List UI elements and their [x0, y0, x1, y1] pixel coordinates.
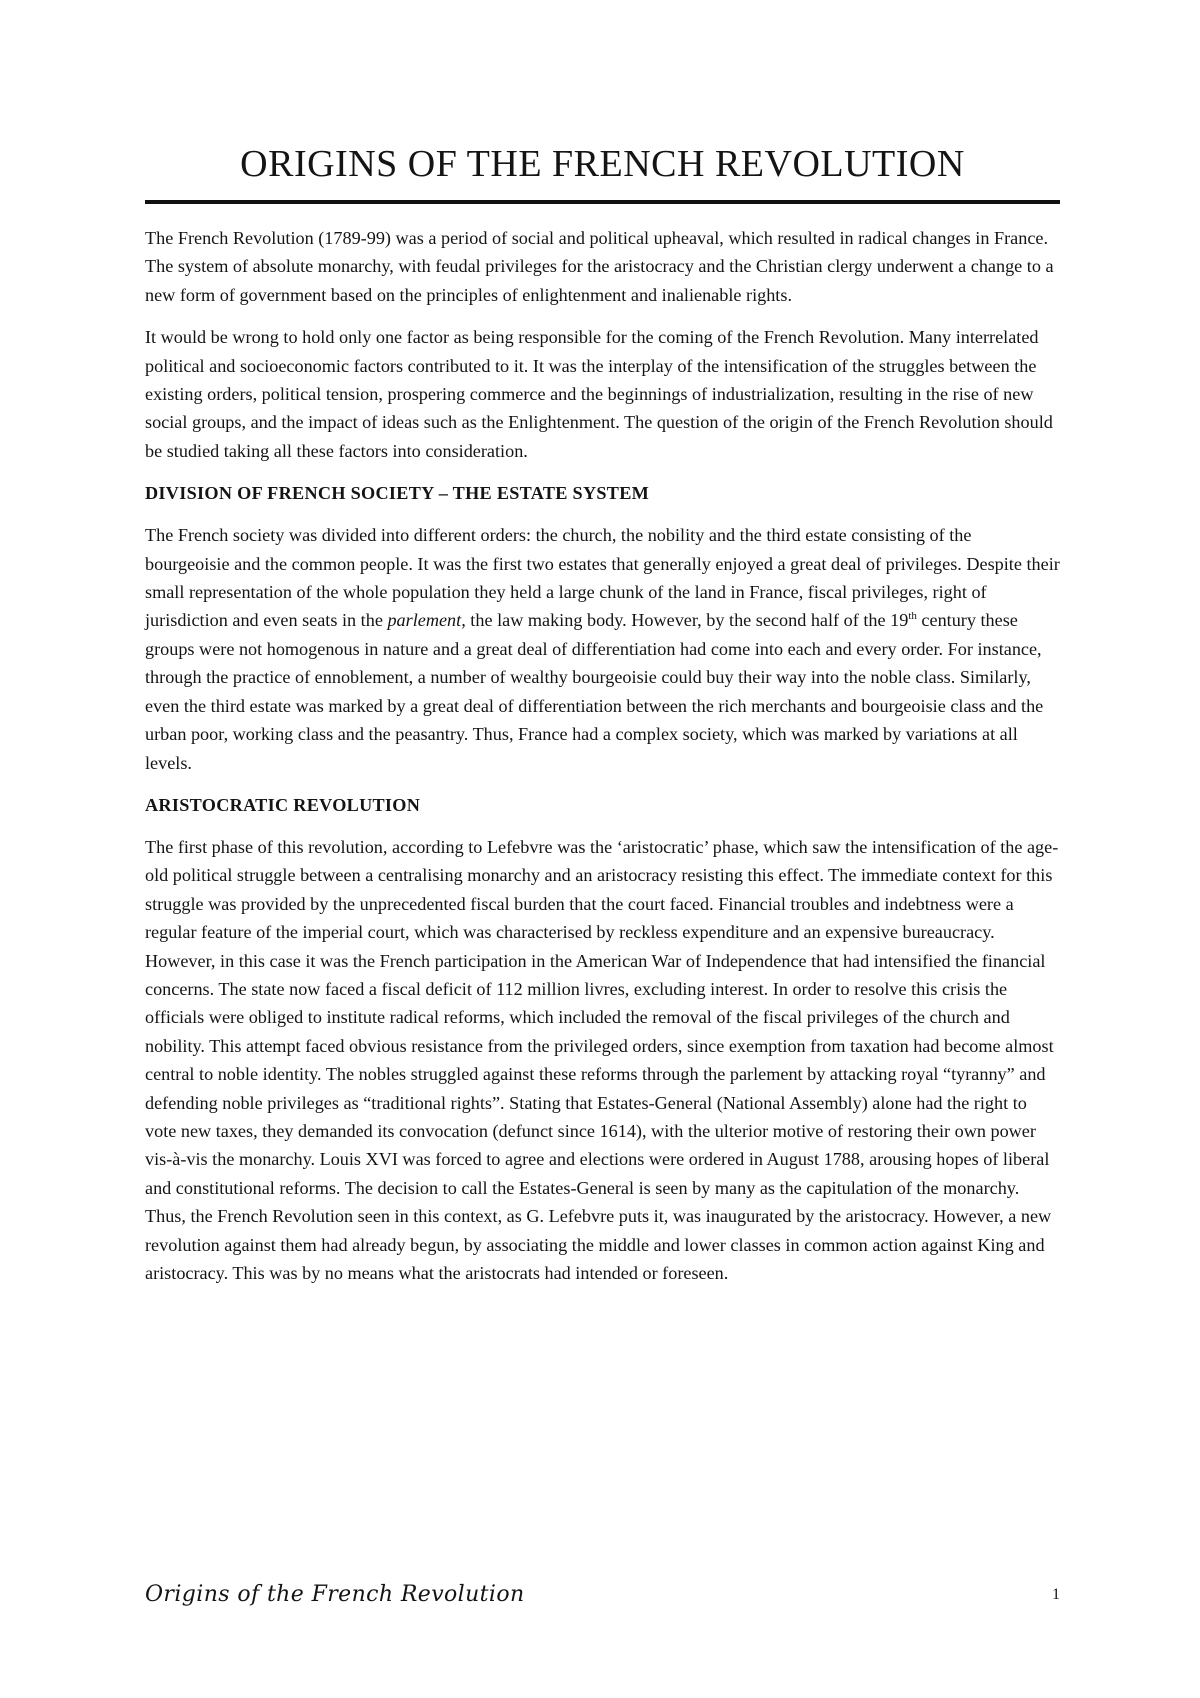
page-title: ORIGINS OF THE FRENCH REVOLUTION — [240, 143, 965, 185]
page-footer — [145, 1582, 1060, 1612]
parlement-term: parlement, — [387, 610, 466, 631]
page-content — [145, 140, 1060, 1301]
estate-text-part-3: century these groups were not homogenous in nature and a great deal of differentiation had come into each and every order. For instance, through the practice of ennoblement, a number of wealthy bourgeoisie could buy their way into the noble class. Similarly, even the third estate was marked by a great deal of differentiation between the rich merchants and bourgeoisie class and the urban poor, working class and the peasantry. Thus, France had a complex society, which was marked by variations at all levels. — [145, 610, 1044, 773]
page-number: 1 — [1052, 1586, 1060, 1603]
intro-paragraph-1: The French Revolution (1789-99) was a period of social and political upheaval, which resulted in radical changes in France. The system of absolute monarchy, with feudal privileges for the aristocracy and the Christian clergy underwent a change to a new form of government based on the principles of enlightenment and inalienable rights. — [145, 228, 1054, 305]
intro-paragraph-2: It would be wrong to hold only one factor as being responsible for the coming of the French Revolution. Many interrelated political and socioeconomic factors contributed to it. It was the interplay of the intensification of the struggles between the existing orders, political tension, prospering commerce and the beginnings of industrialization, resulting in the rise of new social groups, and the impact of ideas such as the Enlightenment. The question of the origin of the French Revolution should be studied taking all these factors into consideration. — [145, 327, 1053, 461]
title-divider — [145, 200, 1060, 204]
estate-system-paragraph — [145, 521, 1060, 777]
footer-title: Origins of the French Revolution — [145, 1582, 525, 1607]
section-heading-estate-system: DIVISION OF FRENCH SOCIETY – THE ESTATE SYSTEM — [145, 483, 650, 504]
ordinal-superscript: th — [908, 610, 917, 623]
aristocratic-revolution-paragraph: The first phase of this revolution, according to Lefebvre was the ‘aristocratic’ phase, which saw the intensification of the age-old political struggle between a centralising monarchy and an aristocracy resisting this effect. The immediate context for this struggle was provided by the unprecedented fiscal burden that the court faced. Financial troubles and indebtness were a regular feature of the imperial court, which was characterised by reckless expenditure and an expensive bureaucracy. However, in this case it was the French participation in the American War of Independence that had intensified the financial concerns. The state now faced a fiscal deficit of 112 million livres, excluding interest. In order to resolve this crisis the officials were obliged to institute radical reforms, which included the removal of the fiscal privileges of the church and nobility. This attempt faced obvious resistance from the privileged orders, since exemption from taxation had become almost central to noble identity. The nobles struggled against these reforms through the parlement by attacking royal “tyranny” and defending noble privileges as “traditional rights”. Stating that Estates-General (National Assembly) alone had the right to vote new taxes, they demanded its convocation (defunct since 1614), with the ulterior motive of restoring their own power vis-à-vis the monarchy. Louis XVI was forced to agree and elections were ordered in August 1788, arousing hopes of liberal and constitutional reforms. The decision to call the Estates-General is seen by many as the capitulation of the monarchy. Thus, the French Revolution seen in this context, as G. Lefebvre puts it, was inaugurated by the aristocracy. However, a new revolution against them had already begun, by associating the middle and lower classes in common action against King and aristocracy. This was by no means what the aristocrats had intended or foreseen. — [145, 836, 1059, 1283]
estate-text-part-1: The French society was divided into different orders: the church, the nobility and the third estate consisting of the bourgeoisie and the common people. It was the first two estates that generally enjoyed a great deal of privileges. Despite their small representation of the whole population they held a large chunk of the land in France, fiscal privileges, right of jurisdiction and even seats in the — [145, 525, 1060, 631]
estate-text-part-2: the law making body. However, by the second half of the 19 — [465, 610, 909, 631]
section-heading-aristocratic-revolution: ARISTOCRATIC REVOLUTION — [145, 794, 421, 815]
